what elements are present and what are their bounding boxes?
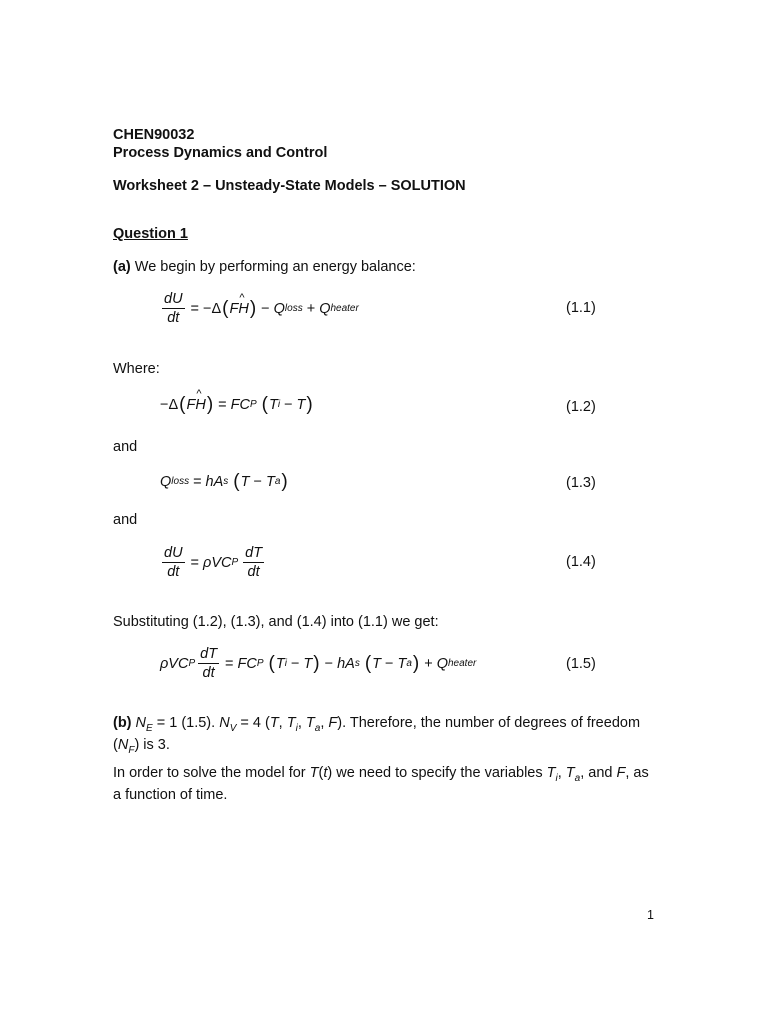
where-text: Where: xyxy=(113,361,160,377)
equation-1-3: Q loss = hA s ( T − T a ) xyxy=(160,471,288,492)
page-number: 1 xyxy=(647,908,654,922)
solve-paragraph: In order to solve the model for T(t) we need to specify the variables $T_i$, $T_a$, and F, as a function of time. xyxy=(113,765,649,803)
part-b-label: (b) xyxy=(113,715,132,731)
and-text-2: and xyxy=(113,512,138,528)
equation-number-1-4: (1.4) xyxy=(566,554,596,570)
and-text-1: and xyxy=(113,439,138,455)
equation-number-1-3: (1.3) xyxy=(566,475,596,491)
part-a-text: We begin by performing an energy balance: xyxy=(134,259,416,275)
equation-1-5: ρVC P $\frac{dT}{dt}$ = FC P ( T i − T ) − hA s ( T − T a ) + Q heater xyxy=(160,646,477,681)
part-b-paragraph: (b) $N_E = 1$ (1.5). $N_V = 4$ (T, $T_i$, $T_a$, F). Therefore, the number of degrees of freedom $(N_F)$ is 3. xyxy=(113,715,641,756)
equation-number-1-2: (1.2) xyxy=(566,399,596,415)
part-a-label: (a) xyxy=(113,259,131,275)
equation-1-2: −Δ ( F ^ H ) = FC P ( T i − T ) xyxy=(160,395,314,414)
substituting-text: Substituting (1.2), (1.3), and (1.4) into (1.1) we get: xyxy=(113,614,439,630)
equation-1-4: $\frac{dU}{dt}$ = ρVC P $\frac{dT}{dt}$ xyxy=(164,545,263,580)
part-a-intro xyxy=(113,259,416,275)
worksheet-title: Worksheet 2 – Unsteady-State Models – SOLUTION xyxy=(113,178,466,194)
course-code: CHEN90032 xyxy=(113,127,195,143)
course-name: Process Dynamics and Control xyxy=(113,145,328,161)
equation-1-1: $\frac{dU}{dt}$ = −Δ ( F ^ H ) − Q loss + Q heater xyxy=(160,291,359,326)
equation-number-1-5: (1.5) xyxy=(566,656,596,672)
equation-number-1-1: (1.1) xyxy=(566,300,596,316)
question-1-heading: Question 1 xyxy=(113,226,188,242)
